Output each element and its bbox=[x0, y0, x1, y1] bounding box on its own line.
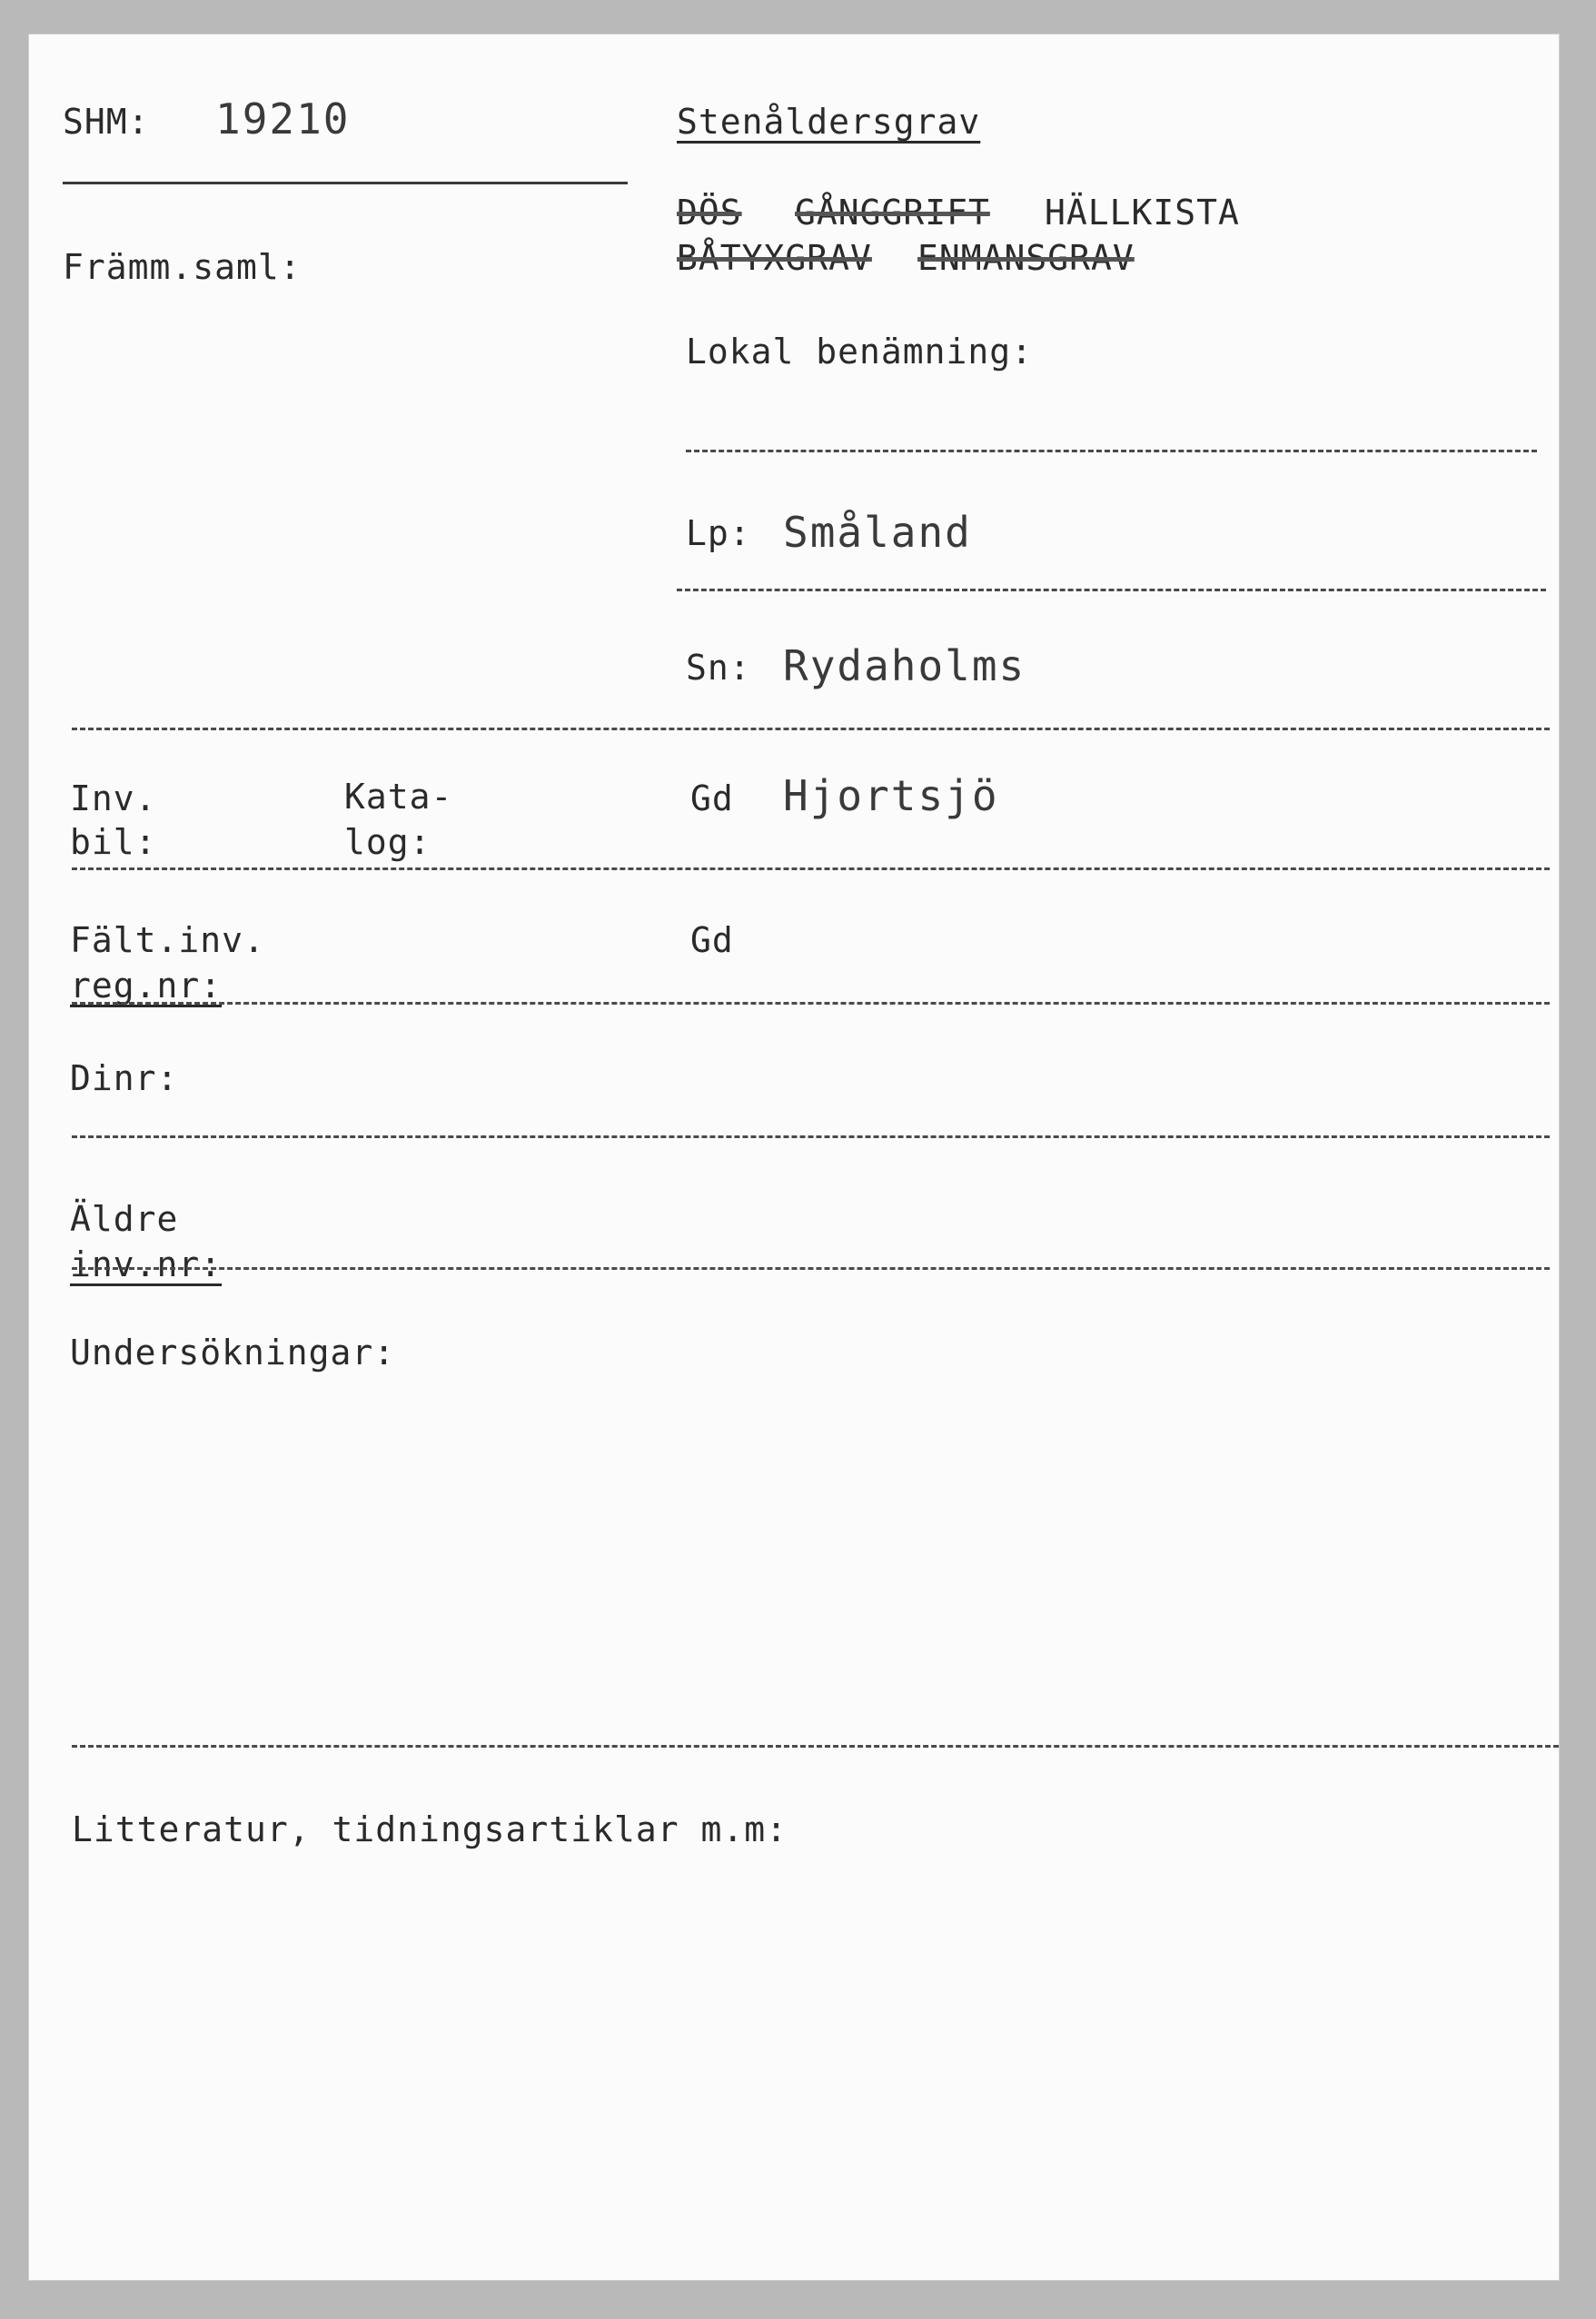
lokal-rule bbox=[686, 450, 1537, 452]
lp-value: Småland bbox=[783, 508, 972, 557]
sn-label: Sn: bbox=[686, 648, 751, 688]
litteratur-label: Litteratur, tidningsartiklar m.m: bbox=[72, 1809, 788, 1849]
grave-type-dos: DÖS bbox=[677, 193, 742, 233]
lokal-benamning-label: Lokal benämning: bbox=[686, 332, 1034, 372]
gd-value-1: Hjortsjö bbox=[783, 771, 999, 820]
falt-rule bbox=[72, 1002, 1550, 1005]
lp-rule bbox=[677, 589, 1546, 591]
katalog-label-2: log: bbox=[344, 822, 431, 862]
grave-type-enmansgrav: ENMANSGRAV bbox=[917, 238, 1135, 278]
dinr-rule bbox=[72, 1135, 1550, 1138]
gd-label-2: Gd bbox=[690, 920, 734, 960]
category-title: Stenåldersgrav bbox=[677, 102, 981, 142]
aldre-label-2: inv.nr: bbox=[70, 1244, 223, 1284]
grave-type-ganggrift: GÅNGGRIFT bbox=[795, 193, 990, 233]
aldre-label-1: Äldre bbox=[70, 1199, 179, 1239]
catalog-card bbox=[29, 35, 1559, 2280]
grave-type-batyxgrav: BÅTYXGRAV bbox=[677, 238, 872, 278]
gd-rule bbox=[72, 867, 1550, 870]
header-left-rule bbox=[63, 182, 628, 184]
lp-label: Lp: bbox=[686, 513, 751, 553]
framm-saml-label: Främm.saml: bbox=[63, 247, 302, 287]
undersokningar-label: Undersökningar: bbox=[70, 1333, 396, 1373]
dinr-label: Dinr: bbox=[70, 1058, 179, 1098]
aldre-rule bbox=[72, 1267, 1550, 1270]
shm-label: SHM: bbox=[63, 102, 150, 142]
grave-type-hallkista: HÄLLKISTA bbox=[1045, 193, 1240, 233]
falt-inv-label-2: reg.nr: bbox=[70, 966, 223, 1006]
shm-number: 19210 bbox=[215, 94, 351, 144]
sn-rule bbox=[72, 728, 1550, 730]
gd-label-1: Gd bbox=[690, 778, 734, 818]
undersokningar-rule bbox=[72, 1745, 1559, 1748]
sn-value: Rydaholms bbox=[783, 641, 1026, 690]
inv-label-1: Inv. bbox=[70, 778, 157, 818]
inv-label-2: bil: bbox=[70, 822, 157, 862]
katalog-label-1: Kata- bbox=[344, 777, 453, 817]
falt-inv-label-1: Fält.inv. bbox=[70, 920, 265, 960]
